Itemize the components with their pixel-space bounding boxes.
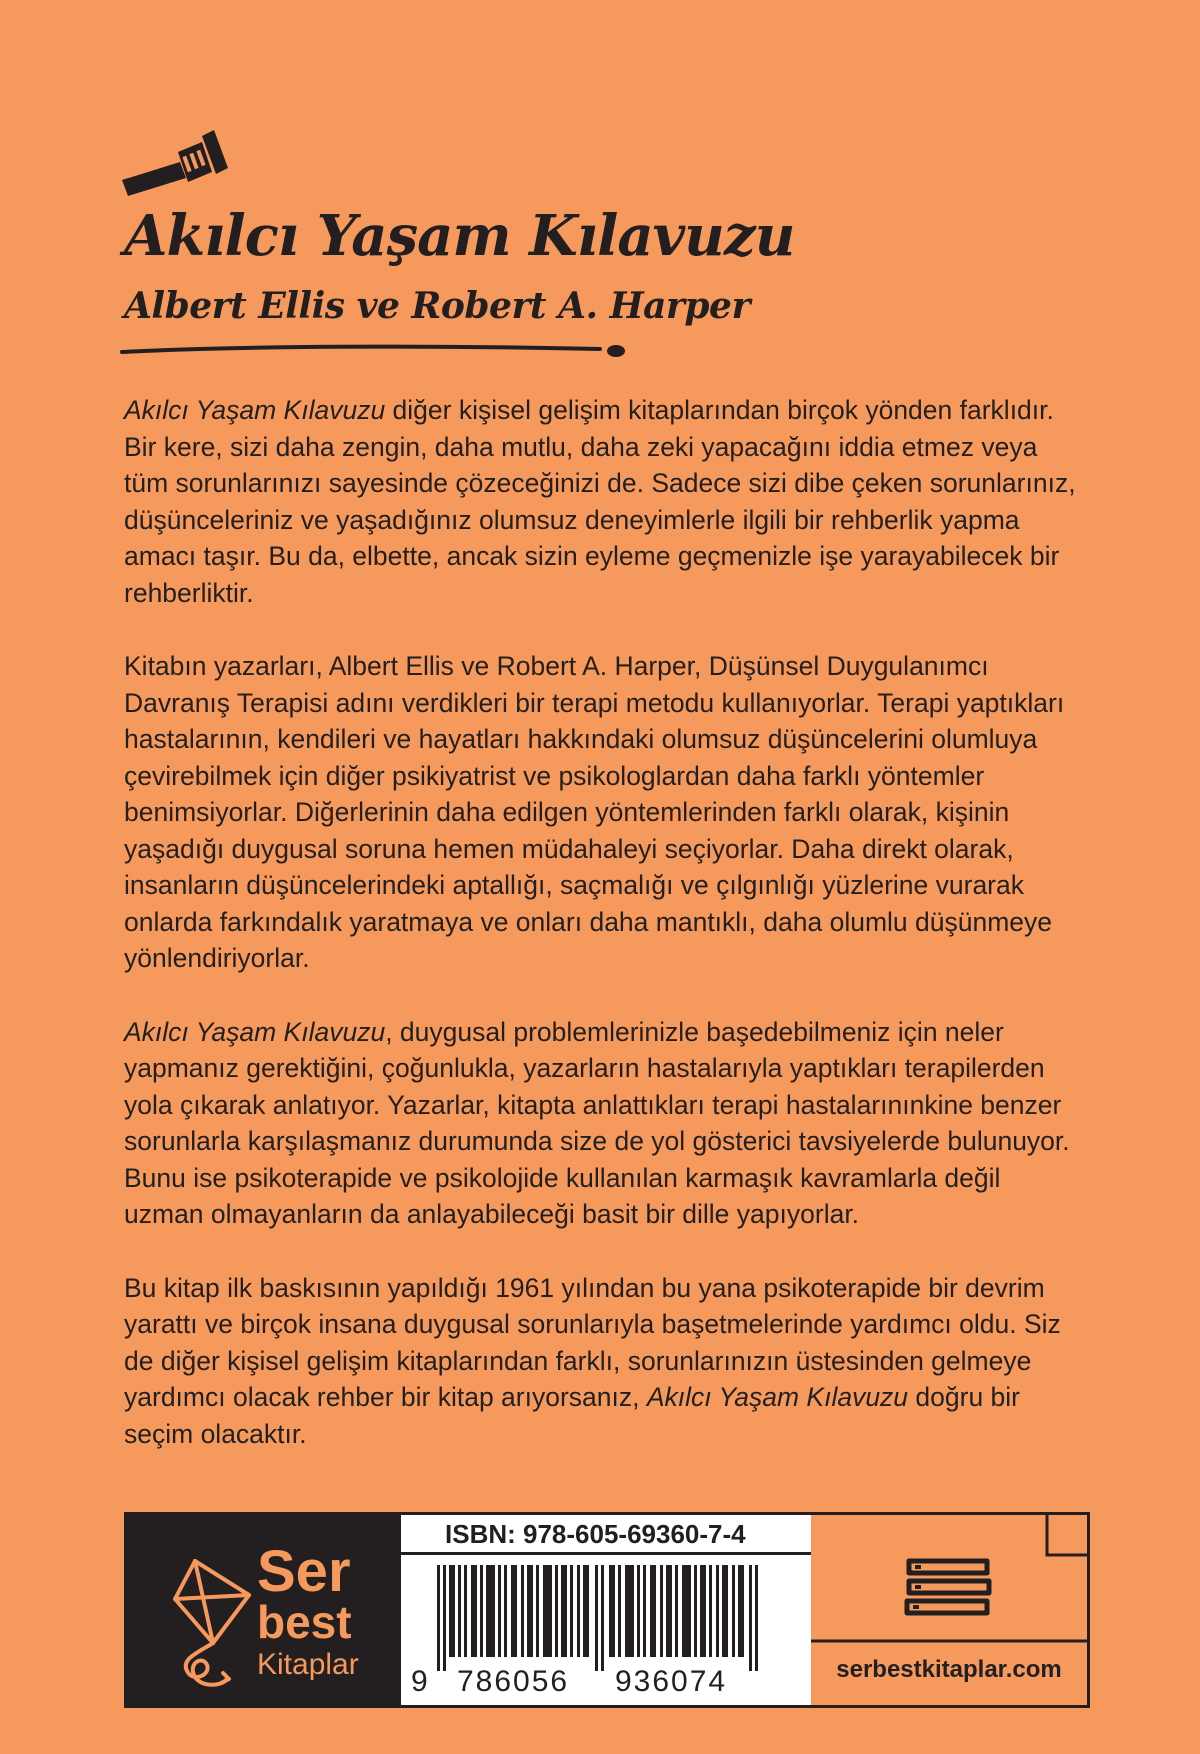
blurb-book-title: Akılcı Yaşam Kılavuzu [646,1382,909,1412]
kite-icon [167,1555,257,1691]
publisher-name-line-1: Ser [257,1539,351,1604]
blurb-book-title: Akılcı Yaşam Kılavuzu [124,1016,386,1047]
book-authors: Albert Ellis ve Robert A. Harper [124,285,750,327]
publisher-name-line-3: Kitaplar [257,1648,359,1681]
blurb-paragraph-2: Kitabın yazarları, Albert Ellis ve Robert A. Harper, Düşünsel Duygulanımcı Davranış Terapisi adını verdikleri bir terapi metodu kullanıyorlar. Terapi yaptıkları hastalarının, kendileri ve hayatları hakkındaki olumsuz düşüncelerini olumluya çevirebilmek için diğer psikiyatrist ve psikologlardan daha farklı yöntemler benimsiyorlar. Diğerlerinin daha edilgen yöntemlerinden farklı olarak, kişinin yaşadığı duygusal soruna hemen müdahaleyi seçiyorlar. Daha direkt olarak, insanların düşüncelerindeki aptallığı, saçmalığı ve çılgınlığı yüzlerine vurarak onlarda farkındalık yaratmaya ve onları daha mantıklı, daha olumlu düşünmeye yönlendiriyorlar. [124,651,1065,973]
bottom-info-band [124,1512,1090,1708]
title-underline [120,340,630,362]
barcode-digits-left: 786056 [457,1665,570,1698]
barcode-digit-first: 9 [411,1665,428,1698]
publisher-logo [127,1515,401,1705]
blurb-paragraph-4: Bu kitap ilk baskısının yapıldığı 1961 yılından bu yana psikoterapide bir devrim yarattı ve birçok insana duygusal sorunlarıyla başetmelerinde yardımcı oldu. Siz de diğer kişisel gelişim kitaplarından farklı, sorunlarınızın üstesinden gelmeye yardımcı olacak rehber bir kitap arıyorsanız, Akılcı Yaşam Kılavuzu doğru bir seçim olacaktır. [124,1272,1061,1449]
blurb-text [124,392,1084,1489]
books-icon [901,1555,997,1623]
blurb-book-title: Akılcı Yaşam Kılavuzu [124,395,386,425]
isbn-label: ISBN: 978-605-69360-7-4 [401,1515,811,1555]
website-url: serbestkitaplar.com [836,1656,1062,1683]
isbn-barcode-panel [401,1515,811,1705]
website-panel [811,1515,1087,1705]
blurb-paragraph-3: Akılcı Yaşam Kılavuzu, duygusal problemlerinizle başedebilmeniz için neler yapmanız gerektiğini, çoğunlukla, yazarların hastalarıyla yaptıkları terapilerden yola çıkarak anlatıyor. Yazarlar, kitapta anlattıkları terapi hastalarınınkine benzer sorunlarla karşılaşmanız durumunda size de yol gösterici tavsiyelerde bulunuyor. Bunu ise psikoterapide ve psikolojide kullanılan karmaşık kavramlarla değil uzman olmayanların da anlayabileceği basit bir dille yapıyorlar. [124,1016,1070,1229]
publisher-name-line-2: best [257,1596,352,1648]
book-title: Akılcı Yaşam Kılavuzu [124,203,795,269]
barcode [437,1565,767,1671]
flashlight-icon [118,122,230,202]
blurb-paragraph-1: Akılcı Yaşam Kılavuzu diğer kişisel gelişim kitaplarından birçok yönden farklıdır. Bir kere, sizi daha zengin, daha mutlu, daha zeki yapacağını iddia etmez veya tüm sorunlarınızı sayesinde çözeceğinizi de. Sadece sizi dibe çeken sorunlarınız, düşünceleriniz ve yaşadığınız olumsuz deneyimlerle ilgili bir rehberlik yapma amacı taşır. Bu da, elbette, ancak sizin eyleme geçmenizle işe yarayabilecek bir rehberliktir. [124,395,1076,608]
barcode-digits-right: 936074 [615,1665,728,1698]
